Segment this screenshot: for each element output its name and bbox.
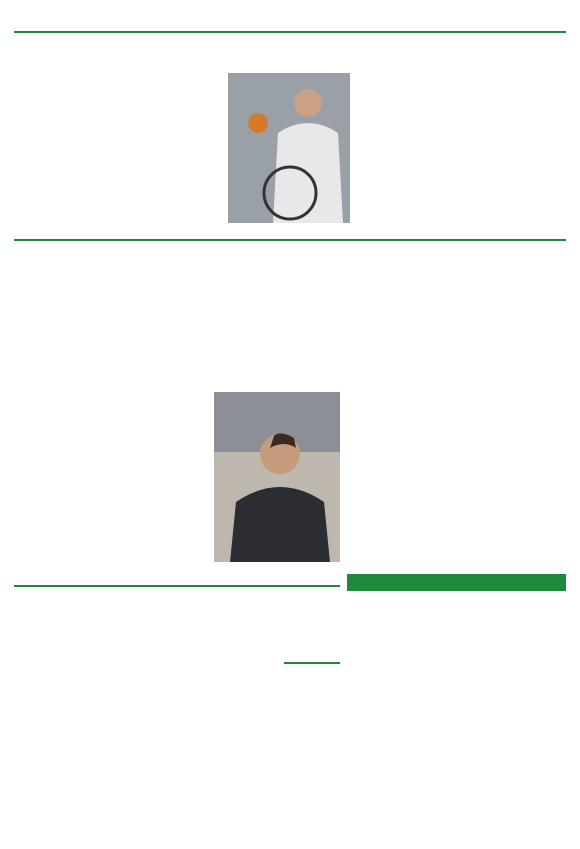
bottom-rule <box>14 585 340 587</box>
subscribers-box-header <box>347 574 566 591</box>
top-story-lead-block <box>14 73 122 83</box>
sagar-photo <box>228 73 350 223</box>
header-rule <box>14 31 566 33</box>
interview-col-a-block <box>14 392 112 396</box>
result-table <box>284 662 340 670</box>
brienza-photo <box>214 392 340 562</box>
result-team2 <box>284 664 340 666</box>
section-rule <box>14 239 566 241</box>
coach-silhouette-icon <box>214 392 340 562</box>
player-silhouette-icon <box>228 73 350 223</box>
bottom-left-lead-block <box>14 628 76 634</box>
